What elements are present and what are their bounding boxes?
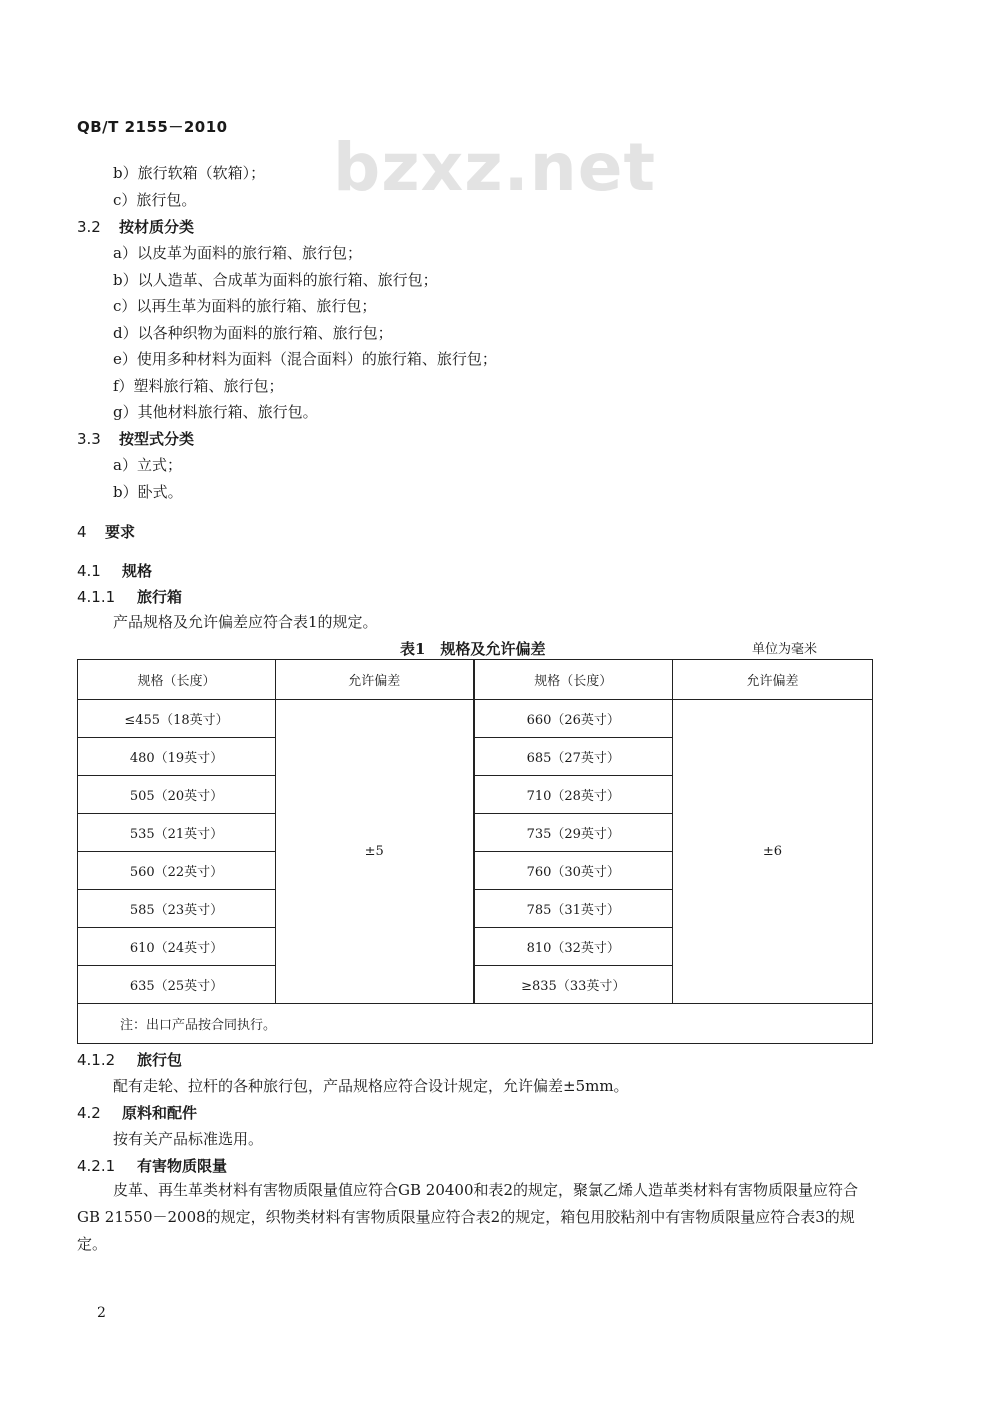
section-heading-3-2 bbox=[77, 217, 194, 237]
table-header-row bbox=[78, 660, 873, 700]
section-heading-4-2-1 bbox=[77, 1156, 227, 1176]
section-title: 旅行包 bbox=[137, 1051, 183, 1069]
size-cell: 685（27英寸） bbox=[474, 738, 673, 776]
paragraph: 配有走轮、拉杆的各种旅行包，产品规格应符合设计规定，允许偏差±5mm。 bbox=[113, 1077, 629, 1095]
list-item: b）旅行软箱（软箱）； bbox=[113, 164, 266, 182]
size-cell: 480（19英寸） bbox=[78, 738, 276, 776]
section-heading-4-1-2 bbox=[77, 1050, 182, 1070]
size-cell: 710（28英寸） bbox=[474, 776, 673, 814]
header-cell: 允许偏差 bbox=[673, 660, 873, 700]
table-caption: 表1 规格及允许偏差 bbox=[400, 640, 546, 658]
spec-table bbox=[77, 659, 873, 1044]
section-heading-4-1 bbox=[77, 561, 152, 581]
size-cell: 610（24英寸） bbox=[78, 928, 276, 966]
size-cell: 660（26英寸） bbox=[474, 700, 673, 738]
list-item: a）以皮革为面料的旅行箱、旅行包； bbox=[113, 244, 362, 262]
section-heading-4-2 bbox=[77, 1103, 197, 1123]
list-item: f）塑料旅行箱、旅行包； bbox=[113, 377, 284, 395]
section-title: 有害物质限量 bbox=[137, 1157, 228, 1175]
section-title: 原料和配件 bbox=[122, 1104, 198, 1122]
section-number: 4.1.1 bbox=[77, 588, 116, 606]
size-cell: 785（31英寸） bbox=[474, 890, 673, 928]
section-number: 4 bbox=[77, 523, 87, 541]
size-cell: ≤455（18英寸） bbox=[78, 700, 276, 738]
size-cell: 735（29英寸） bbox=[474, 814, 673, 852]
page-number: 2 bbox=[97, 1305, 106, 1321]
table-unit-note: 单位为毫米 bbox=[752, 642, 818, 657]
section-heading-4-1-1 bbox=[77, 587, 182, 607]
list-item: c）旅行包。 bbox=[113, 191, 197, 209]
paragraph: 皮革、再生革类材料有害物质限量值应符合GB 20400和表2的规定，聚氯乙烯人造革类材料有害物质限量应符合GB 21550－2008的规定，织物类材料有害物质限量应符合表2的规定，箱包用胶粘剂中有害物质限量应符合表3的规定。 bbox=[77, 1181, 859, 1253]
section-title: 旅行箱 bbox=[137, 588, 183, 606]
section-number: 4.2.1 bbox=[77, 1157, 116, 1175]
list-item: g）其他材料旅行箱、旅行包。 bbox=[113, 403, 318, 421]
size-cell: 535（21英寸） bbox=[78, 814, 276, 852]
header-cell: 规格（长度） bbox=[474, 660, 673, 700]
section-number: 4.1 bbox=[77, 562, 101, 580]
list-item: b）卧式。 bbox=[113, 483, 183, 501]
list-item: b）以人造革、合成革为面料的旅行箱、旅行包； bbox=[113, 271, 438, 289]
size-cell: ≥835（33英寸） bbox=[474, 966, 673, 1004]
section-title: 规格 bbox=[122, 562, 153, 580]
list-item: a）立式； bbox=[113, 456, 182, 474]
section-title: 按型式分类 bbox=[119, 430, 195, 448]
table-note: 注：出口产品按合同执行。 bbox=[78, 1004, 873, 1044]
standard-code-header: QB/T 2155－2010 bbox=[77, 118, 228, 136]
section-number: 4.2 bbox=[77, 1104, 101, 1122]
header-cell: 规格（长度） bbox=[78, 660, 276, 700]
paragraph: 产品规格及允许偏差应符合表1的规定。 bbox=[113, 613, 378, 631]
tolerance-cell: ±6 bbox=[673, 700, 873, 1004]
section-number: 3.2 bbox=[77, 218, 101, 236]
table-note-row bbox=[78, 1004, 873, 1044]
section-title: 按材质分类 bbox=[119, 218, 195, 236]
size-cell: 810（32英寸） bbox=[474, 928, 673, 966]
section-title: 要求 bbox=[105, 523, 136, 541]
section-heading-3-3 bbox=[77, 429, 194, 449]
header-cell: 允许偏差 bbox=[276, 660, 474, 700]
list-item: c）以再生革为面料的旅行箱、旅行包； bbox=[113, 297, 377, 315]
list-item: d）以各种织物为面料的旅行箱、旅行包； bbox=[113, 324, 393, 342]
tolerance-cell: ±5 bbox=[276, 700, 474, 1004]
size-cell: 505（20英寸） bbox=[78, 776, 276, 814]
section-number: 3.3 bbox=[77, 430, 101, 448]
paragraph: 按有关产品标准选用。 bbox=[113, 1130, 264, 1148]
list-item: e）使用多种材料为面料（混合面料）的旅行箱、旅行包； bbox=[113, 350, 497, 368]
size-cell: 760（30英寸） bbox=[474, 852, 673, 890]
size-cell: 585（23英寸） bbox=[78, 890, 276, 928]
table-row bbox=[78, 700, 873, 738]
section-number: 4.1.2 bbox=[77, 1051, 116, 1069]
section-heading-4 bbox=[77, 522, 135, 542]
watermark: bzxz.net bbox=[333, 129, 657, 206]
size-cell: 635（25英寸） bbox=[78, 966, 276, 1004]
size-cell: 560（22英寸） bbox=[78, 852, 276, 890]
